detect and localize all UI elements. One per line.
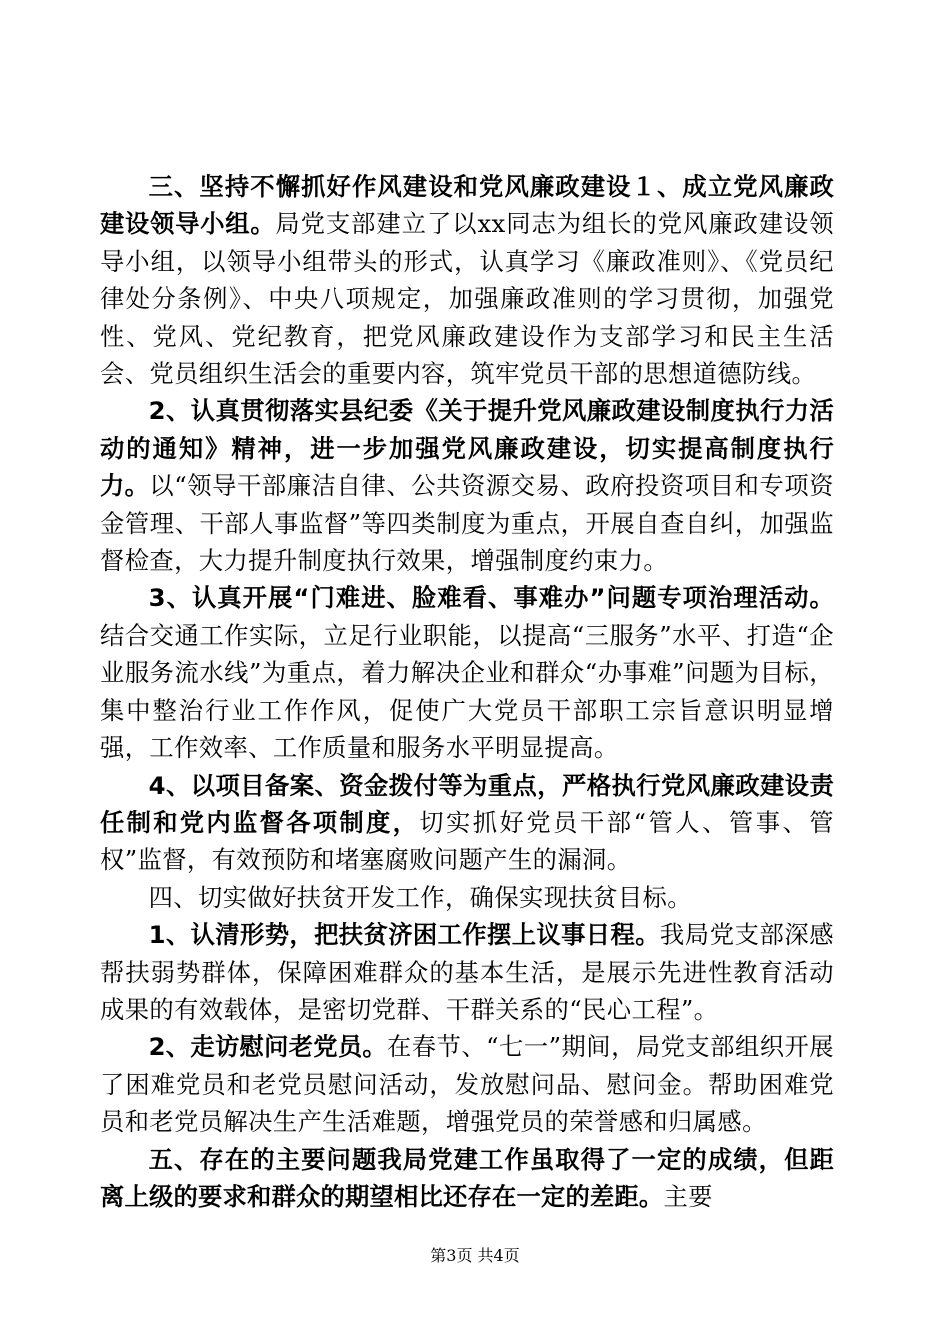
paragraph	[100, 392, 834, 579]
paragraph-text: 主要	[663, 1181, 713, 1211]
paragraph	[100, 767, 834, 879]
document-body	[100, 168, 834, 1215]
paragraph-text: 切实抓好党员干部“管人、管事、管权”监督，有效预防和堵塞腐败问题产生的漏洞。	[100, 807, 834, 875]
paragraph-text: 局党支部建立了以xx同志为组长的党风廉政建设领导小组，以领导小组带头的形式，认真学习《廉政准则》、《党员纪律处分条例》、中央八项规定，加强廉政准则的学习贯彻，加强党性、党风、党纪教育，把党风廉政建设作为支部学习和民主生活会、党员组织生活会的重要内容，筑牢党员干部的思想道德防线。	[100, 209, 834, 389]
paragraph-lead: 1、认清形势，把扶贫济困工作摆上议事日程。	[148, 920, 660, 950]
paragraph-lead: 三、坚持不懈抓好作风建设和党风廉政建设１、成立党风廉政建设领导小组。	[100, 172, 834, 239]
paragraph-lead: 2、走访慰问老党员。	[148, 1032, 388, 1062]
paragraph	[100, 1028, 834, 1140]
paragraph	[100, 168, 834, 392]
page-footer	[0, 1243, 950, 1266]
paragraph-text: 以“领导干部廉洁自律、公共资源交易、政府投资项目和专项资金管理、干部人事监督”等四类制度为重点，开展自查自纠，加强监督检查，大力提升制度执行效果，增强制度约束力。	[100, 471, 834, 576]
paragraph-lead: 五、存在的主要问题我局党建工作虽取得了一定的成绩，但距离上级的要求和群众的期望相比还存在一定的差距。	[100, 1144, 834, 1211]
paragraph-text: 结合交通工作实际，立足行业职能，以提高“三服务”水平、打造“企业服务流水线”为重点，着力解决企业和群众“办事难”问题为目标，集中整治行业工作作风，促使广大党员干部职工宗旨意识明显增强，工作效率、工作质量和服务水平明显提高。	[100, 620, 834, 763]
paragraph-lead: 2、认真贯彻落实县纪委《关于提升党风廉政建设制度执行力活动的通知》精神，进一步加强党风廉政建设，切实提高制度执行力。	[100, 396, 834, 501]
paragraph	[100, 1141, 834, 1216]
paragraph-text: 我局党支部深感帮扶弱势群体，保障困难群众的基本生活，是展示先进性教育活动成果的有效载体，是密切党群、干群关系的“民心工程”。	[100, 920, 834, 1024]
paragraph-text: 在春节、“七一”期间，局党支部组织开展了困难党员和老党员慰问活动，发放慰问品、慰问金。帮助困难党员和老党员解决生产生活难题，增强党员的荣誉感和归属感。	[100, 1032, 834, 1137]
paragraph-lead: 4、以项目备案、资金拨付等为重点，严格执行党风廉政建设责任制和党内监督各项制度，	[100, 770, 834, 837]
paragraph-lead: 3、认真开展“门难进、脸难看、事难办”问题专项治理活动。	[148, 583, 834, 613]
paragraph	[100, 879, 834, 916]
paragraph	[100, 916, 834, 1028]
paragraph-text: 四、切实做好扶贫开发工作，确保实现扶贫目标。	[148, 882, 692, 912]
paragraph	[100, 579, 834, 766]
page-number-label: 第3页 共4页	[430, 1246, 520, 1265]
